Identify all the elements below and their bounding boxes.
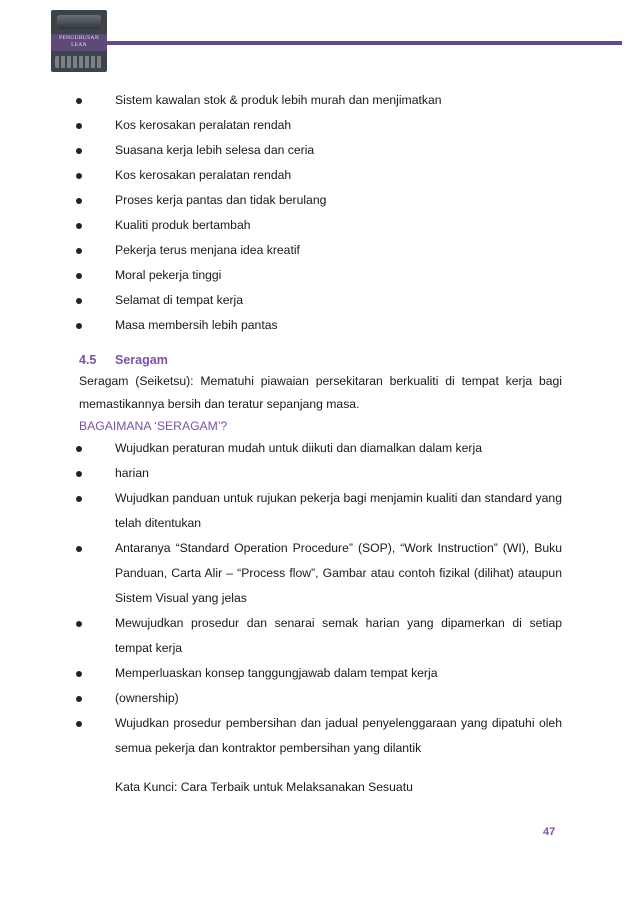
list-item: Pekerja terus menjana idea kreatif [81,238,562,263]
section-heading [79,350,562,370]
typewriter-image [57,15,101,29]
list-item: Masa membersih lebih pantas [81,313,562,338]
section-title: Seragam [115,353,168,367]
list-item: harian [81,461,562,486]
benefits-list [81,88,562,338]
list-item: Wujudkan peraturan mudah untuk diikuti dan diamalkan dalam kerja [81,436,562,461]
list-item: (ownership) [81,686,562,711]
list-item: Mewujudkan prosedur dan senarai semak harian yang dipamerkan di setiap tempat kerja [81,611,562,661]
section-number: 4.5 [79,353,97,367]
list-item: Proses kerja pantas dan tidak berulang [81,188,562,213]
list-item: Kualiti produk bertambah [81,213,562,238]
list-item: Suasana kerja lebih selesa dan ceria [81,138,562,163]
section-paragraph: Seragam (Seiketsu): Mematuhi piawaian persekitaran berkualiti di tempat kerja bagi memastikannya bersih dan teratur sepanjang masa. [79,374,562,411]
lean-logo [51,10,107,72]
list-item: Moral pekerja tinggi [81,263,562,288]
list-item: Sistem kawalan stok & produk lebih murah dan menjimatkan [81,88,562,113]
keyword-line: Kata Kunci: Cara Terbaik untuk Melaksanakan Sesuatu [115,780,413,794]
logo-text: PENGURUSAN LEAN [59,35,99,48]
list-item: Kos kerosakan peralatan rendah [81,113,562,138]
list-item: Selamat di tempat kerja [81,288,562,313]
list-item: Kos kerosakan peralatan rendah [81,163,562,188]
section-subheading: BAGAIMANA ‘SERAGAM’? [79,419,228,433]
header-rule [107,41,622,45]
steps-list [81,436,562,761]
list-item: Wujudkan panduan untuk rujukan pekerja bagi menjamin kualiti dan standard yang telah ditentukan [81,486,562,536]
list-item: Memperluaskan konsep tanggungjawab dalam tempat kerja [81,661,562,686]
page-number: 47 [543,826,556,838]
list-item: Antaranya “Standard Operation Procedure” (SOP), “Work Instruction” (WI), Buku Panduan, Carta Alir – “Process flow”, Gambar atau contoh fizikal (dilihat) ataupun Sistem Visual yang jelas [81,536,562,611]
page-content [81,88,562,797]
typewriter-keys [55,56,103,68]
list-item: Wujudkan prosedur pembersihan dan jadual penyelenggaraan yang dipatuhi oleh semua pekerja dan kontraktor pembersihan yang dilantik [81,711,562,761]
